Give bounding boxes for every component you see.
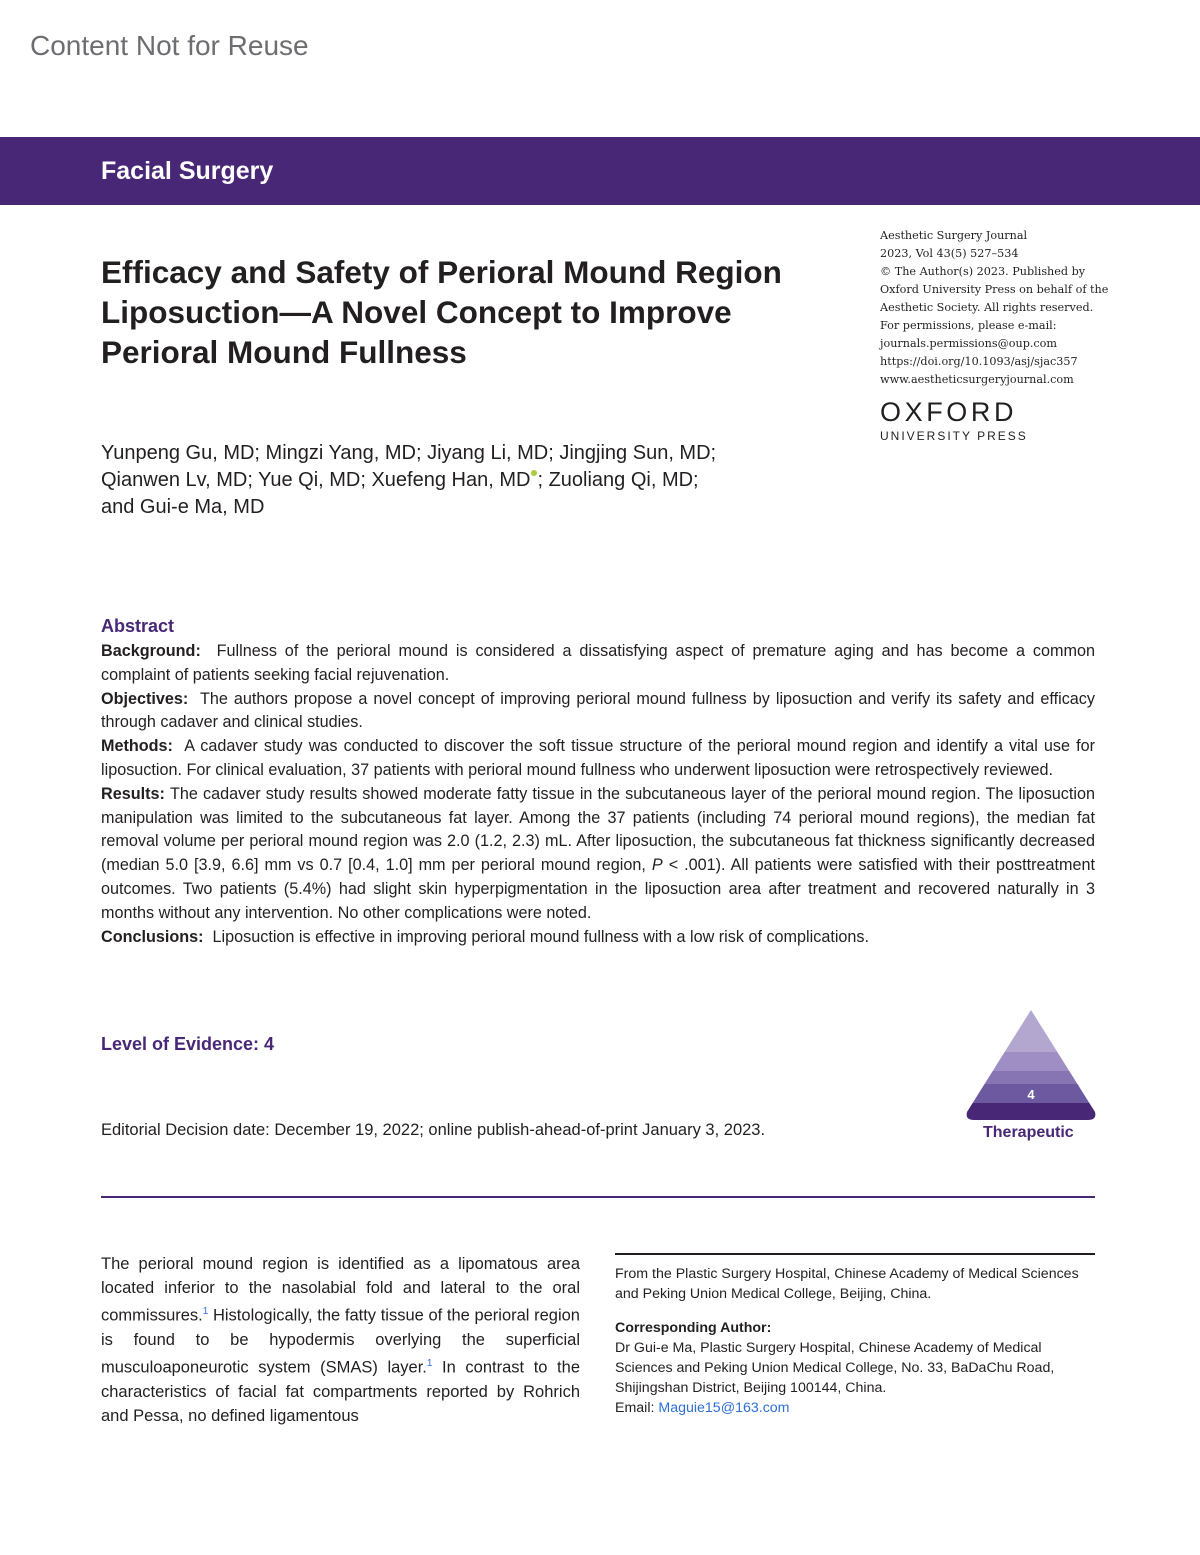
- level-of-evidence: Level of Evidence: 4: [101, 1034, 275, 1054]
- copyright-line: Aesthetic Society. All rights reserved.: [880, 301, 1094, 314]
- permissions-email[interactable]: journals.permissions@oup.com: [880, 337, 1058, 350]
- pyramid-tier: [965, 1071, 1097, 1084]
- author-line: [101, 467, 841, 494]
- pyramid-tier: [965, 1052, 1097, 1071]
- abstract-text: < .001). All patients were satisfied with their posttreatment outcomes. Two patients (5.4%) had slight skin hyperpigmentation in the liposuction area after treatment and recovered naturally in 3 months without any intervention. No other complications were noted.: [101, 856, 1095, 922]
- abstract-text: The cadaver study results showed moderate fatty tissue in the subcutaneous layer of the perioral mound region. The liposuction manipulation was limited to the subcutaneous fat layer. Among the 37 patients (including 74 perioral mound regions), the median fat removal volume per perioral mound region was 2.0 (1.2, 2.3) mL. After liposuction, the subcutaneous fat thickness significantly decreased (median 5.0 [3.9, 6.6] mm vs 0.7 [0.4, 1.0] mm per perioral mound region,: [101, 784, 1096, 875]
- p-value-symbol: P: [651, 856, 663, 875]
- title-line: Perioral Mound Fullness: [101, 334, 467, 370]
- email-label: Email:: [615, 1400, 655, 1416]
- affiliation-box: [615, 1264, 1095, 1418]
- author-text: ; Zuoliang Qi, MD;: [537, 469, 699, 491]
- abstract-label: Conclusions:: [101, 927, 204, 946]
- abstract-label: Objectives:: [101, 689, 189, 708]
- journal-volume: 2023, Vol 43(5) 527–534: [880, 247, 1019, 260]
- abstract-conclusions: [101, 926, 1095, 950]
- abstract-label: Background:: [101, 642, 201, 660]
- oxford-logo: [880, 397, 1028, 443]
- body-sentence: Histologically, the fatty tissue of the perioral region is found to be hypodermis overlying the superficial musculoaponeurotic system (SMAS) layer.: [101, 1306, 580, 1377]
- abstract-objectives: [101, 688, 1095, 736]
- abstract-text: A cadaver study was conducted to discover the soft tissue structure of the perioral mound region and identify a vital use for liposuction. For clinical evaluation, 37 patients with perioral mound fullness who underwent liposuction were retrospectively reviewed.: [101, 737, 1095, 779]
- affiliation-divider: [615, 1253, 1095, 1255]
- section-divider: [101, 1196, 1095, 1198]
- title-line: Liposuction—A Novel Concept to Improve: [101, 294, 732, 330]
- pyramid-level-number: 4: [1027, 1087, 1035, 1102]
- pyramid-tier: [965, 1008, 1097, 1052]
- abstract-text: Liposuction is effective in improving perioral mound fullness with a low risk of complications.: [212, 927, 870, 946]
- abstract-results: [101, 783, 1095, 926]
- editorial-decision: Editorial Decision date: December 19, 2022; online publish-ahead-of-print January 3, 2023.: [101, 1121, 766, 1139]
- journal-website-link[interactable]: www.aestheticsurgeryjournal.com: [880, 373, 1074, 386]
- evidence-category: Therapeutic: [983, 1124, 1074, 1141]
- oxford-logo-subtitle: UNIVERSITY PRESS: [880, 429, 1028, 443]
- email-link[interactable]: Maguie15@163.com: [658, 1400, 790, 1416]
- body-sentence: The perioral mound region is identified as a lipomatous area located inferior to the nasolabial fold and lateral to the oral commissures.: [101, 1255, 580, 1325]
- pyramid-tier: [965, 1103, 1097, 1122]
- watermark: Content Not for Reuse: [30, 30, 309, 61]
- author-text: Qianwen Lv, MD; Yue Qi, MD; Xuefeng Han, MD: [101, 469, 531, 491]
- copyright-line: Oxford University Press on behalf of the: [880, 283, 1109, 296]
- abstract-background: [101, 640, 1095, 688]
- abstract-text: Fullness of the perioral mound is considered a dissatisfying aspect of premature aging and has become a common complaint of patients seeking facial rejuvenation.: [101, 642, 1095, 684]
- reference-link[interactable]: 1: [426, 1358, 433, 1370]
- body-text: [101, 1252, 580, 1428]
- section-label: Facial Surgery: [101, 157, 274, 185]
- abstract-body: [101, 640, 1095, 949]
- permissions-line: For permissions, please e-mail:: [880, 319, 1057, 332]
- journal-name: Aesthetic Surgery Journal: [880, 229, 1028, 242]
- corresponding-author-email: [615, 1398, 1095, 1418]
- doi-link[interactable]: https://doi.org/10.1093/asj/sjac357: [880, 355, 1078, 368]
- author-list: [101, 440, 841, 521]
- article-title: [101, 252, 861, 372]
- abstract-label: Results:: [101, 784, 165, 803]
- abstract-methods: [101, 735, 1095, 783]
- oxford-logo-wordmark: OXFORD: [880, 397, 1018, 427]
- reference-link[interactable]: 1: [202, 1306, 209, 1318]
- author-line: Yunpeng Gu, MD; Mingzi Yang, MD; Jiyang Li, MD; Jingjing Sun, MD;: [101, 442, 717, 464]
- journal-info: [880, 227, 1110, 389]
- evidence-pyramid-icon: [965, 1008, 1097, 1122]
- corresponding-author-address: Dr Gui-e Ma, Plastic Surgery Hospital, Chinese Academy of Medical Sciences and Peking Union Medical College, No. 33, BaDaChu Road, Shijingshan District, Beijing 100144, China.: [615, 1340, 1055, 1396]
- title-line: Efficacy and Safety of Perioral Mound Region: [101, 254, 782, 290]
- author-line: and Gui-e Ma, MD: [101, 496, 265, 518]
- body-sentence: In contrast to the characteristics of facial fat compartments reported by Rohrich and Pessa, no defined ligamentous: [101, 1358, 580, 1426]
- abstract-text: The authors propose a novel concept of improving perioral mound fullness by liposuction and verify its safety and efficacy through cadaver and clinical studies.: [101, 689, 1095, 732]
- copyright-line: © The Author(s) 2023. Published by: [880, 265, 1086, 278]
- abstract-label: Methods:: [101, 737, 173, 756]
- affiliation-from: From the Plastic Surgery Hospital, Chinese Academy of Medical Sciences and Peking Union Medical College, Beijing, China.: [615, 1266, 1079, 1302]
- abstract-heading: Abstract: [101, 616, 175, 636]
- corresponding-author-heading: Corresponding Author:: [615, 1320, 772, 1336]
